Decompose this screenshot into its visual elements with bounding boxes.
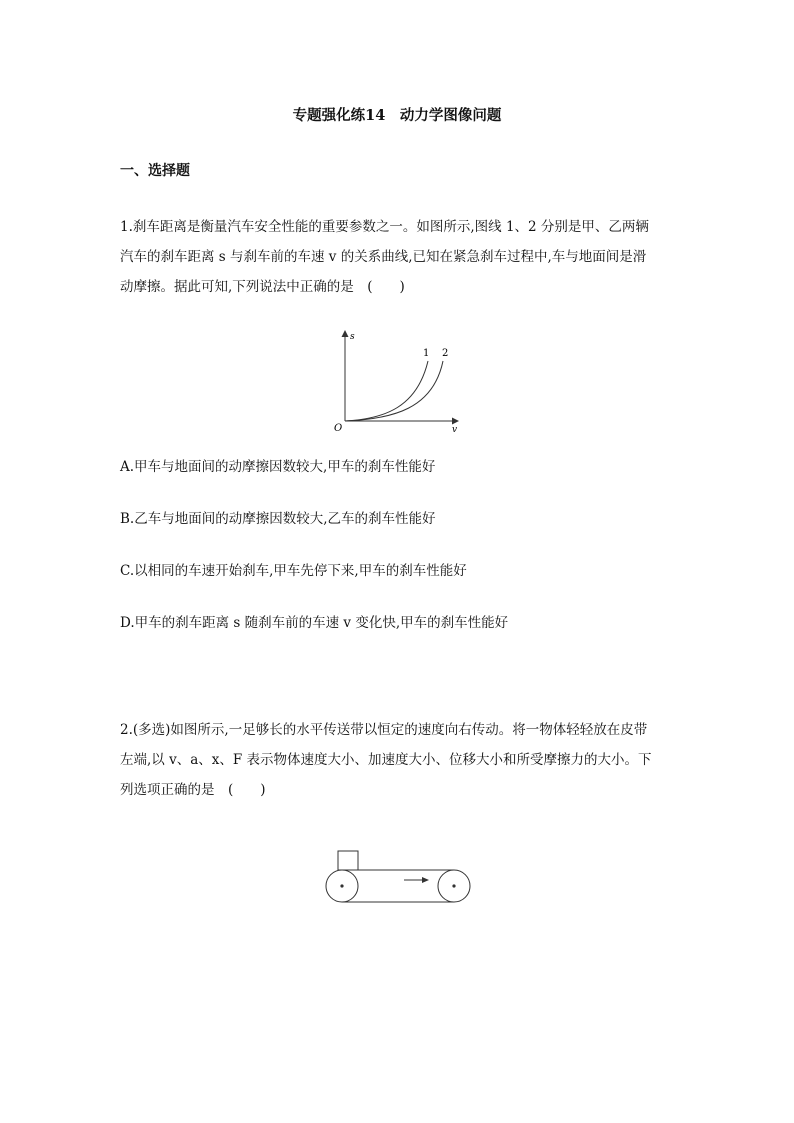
curve-2-label: 2: [442, 348, 449, 359]
option-b: B.乙车与地面间的动摩擦因数较大,乙车的刹车性能好: [120, 511, 436, 527]
question-2-line: 2.(多选)如图所示,一足够长的水平传送带以恒定的速度向右传动。将一物体轻轻放在皮带: [120, 722, 648, 738]
y-axis-label: s: [350, 332, 355, 342]
option-c: C.以相同的车速开始刹车,甲车先停下来,甲车的刹车性能好: [120, 563, 467, 579]
page-title: 专题强化练14 动力学图像问题: [292, 107, 502, 124]
left-axle: [340, 884, 343, 887]
s-v-graph: [325, 325, 465, 437]
right-axle: [452, 884, 455, 887]
curve-1: [345, 361, 428, 421]
question-1-text: [120, 212, 676, 302]
question-1-line: 1.刹车距离是衡量汽车安全性能的重要参数之一。如图所示,图线 1、2 分别是甲、乙两辆: [120, 219, 649, 235]
option-d: D.甲车的刹车距离 s 随刹车前的车速 v 变化快,甲车的刹车性能好: [120, 615, 509, 631]
origin-label: O: [334, 423, 343, 434]
conveyor-belt-diagram: [320, 845, 476, 907]
question-1-line: 汽车的刹车距离 s 与刹车前的车速 v 的关系曲线,已知在紧急刹车过程中,车与地面间是滑: [120, 249, 647, 265]
question-2-line: 左端,以 v、a、x、F 表示物体速度大小、加速度大小、位移大小和所受摩擦力的大小。下: [120, 752, 652, 768]
x-axis-label: v: [452, 425, 458, 435]
question-1-line: 动摩擦。据此可知,下列说法中正确的是 ( ): [120, 279, 405, 295]
arrow-head: [422, 877, 429, 883]
curve-2: [345, 361, 443, 421]
block: [338, 851, 358, 870]
question-2-line: 列选项正确的是 ( ): [120, 782, 266, 798]
question-2-text: [120, 715, 676, 805]
option-a: A.甲车与地面间的动摩擦因数较大,甲车的刹车性能好: [120, 459, 436, 475]
section-heading: 一、选择题: [120, 163, 190, 179]
curve-1-label: 1: [423, 348, 430, 359]
